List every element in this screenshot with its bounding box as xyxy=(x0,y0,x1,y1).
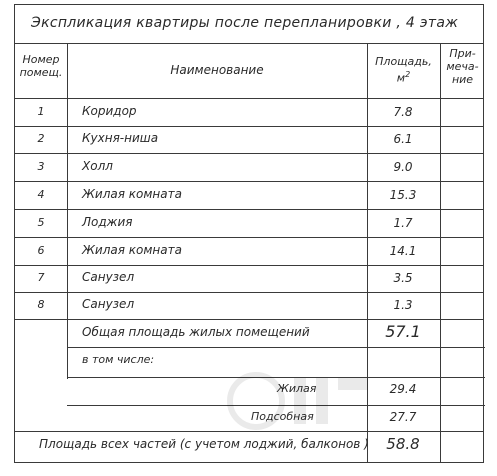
header-note-line3: ние xyxy=(451,73,474,86)
header-area-line1: Площадь, xyxy=(375,55,432,68)
row-number: 2 xyxy=(37,132,45,145)
row-divider xyxy=(15,319,483,320)
row-area: 14.1 xyxy=(389,244,417,258)
row-divider xyxy=(15,209,483,210)
row-divider xyxy=(15,237,483,238)
row-area: 7.8 xyxy=(393,105,413,119)
col-divider-note xyxy=(440,44,441,463)
table-title xyxy=(15,5,483,44)
row-number: 4 xyxy=(37,188,45,201)
all-parts-label: Площадь всех частей (с учетом лоджий, балконов ) xyxy=(39,437,369,451)
all-parts-value: 58.8 xyxy=(386,435,420,453)
header-number-line1: Номер xyxy=(22,53,60,66)
header-number-line2: помещ. xyxy=(19,66,63,79)
title-text: Экспликация квартиры после перепланировки , 4 этаж xyxy=(31,15,459,31)
header-area-unit-sup: 2 xyxy=(405,70,411,79)
row-number: 6 xyxy=(37,244,45,257)
row-name: Санузел xyxy=(82,297,135,311)
row-number: 5 xyxy=(37,216,45,229)
header-note-line1: При- xyxy=(449,47,476,60)
row-divider xyxy=(15,181,483,182)
row-area: 9.0 xyxy=(393,160,413,174)
row-divider xyxy=(15,98,483,99)
living-value: 29.4 xyxy=(389,382,417,396)
auxiliary-value: 27.7 xyxy=(389,410,417,424)
row-divider xyxy=(15,265,483,266)
row-name: Лоджия xyxy=(82,215,133,229)
header-area-unit xyxy=(367,68,440,85)
row-number: 8 xyxy=(37,298,45,311)
row-divider xyxy=(15,126,483,127)
header-note-line2: меча- xyxy=(446,60,479,73)
row-area: 1.3 xyxy=(393,298,413,312)
row-name: Коридор xyxy=(82,104,137,118)
row-name: Кухня-ниша xyxy=(82,131,159,145)
row-number: 3 xyxy=(37,160,45,173)
row-name: Жилая комната xyxy=(82,187,182,201)
explication-table xyxy=(14,4,484,463)
row-name: Холл xyxy=(82,159,113,173)
header-area-unit-m: м xyxy=(396,71,406,85)
header-name: Наименование xyxy=(170,63,264,77)
row-divider xyxy=(67,347,485,348)
row-area: 15.3 xyxy=(389,188,417,202)
header-note xyxy=(440,47,485,86)
row-area: 1.7 xyxy=(393,216,413,230)
row-number: 1 xyxy=(37,105,45,118)
row-number: 7 xyxy=(37,271,45,284)
row-area: 6.1 xyxy=(393,132,413,146)
row-divider xyxy=(15,292,483,293)
row-divider xyxy=(67,405,485,406)
living-total-label: Общая площадь жилых помещений xyxy=(82,325,310,339)
living-label: Жилая xyxy=(277,382,317,395)
row-divider xyxy=(67,377,485,378)
row-name: Жилая комната xyxy=(82,243,182,257)
including-label: в том числе: xyxy=(82,353,155,366)
col-divider-number xyxy=(67,44,68,379)
row-divider xyxy=(15,153,483,154)
header-area xyxy=(367,55,440,85)
auxiliary-label: Подсобная xyxy=(251,410,314,423)
row-name: Санузел xyxy=(82,270,135,284)
living-total-value: 57.1 xyxy=(385,322,421,341)
header-number xyxy=(15,53,67,79)
row-area: 3.5 xyxy=(393,271,413,285)
row-divider xyxy=(15,431,483,432)
